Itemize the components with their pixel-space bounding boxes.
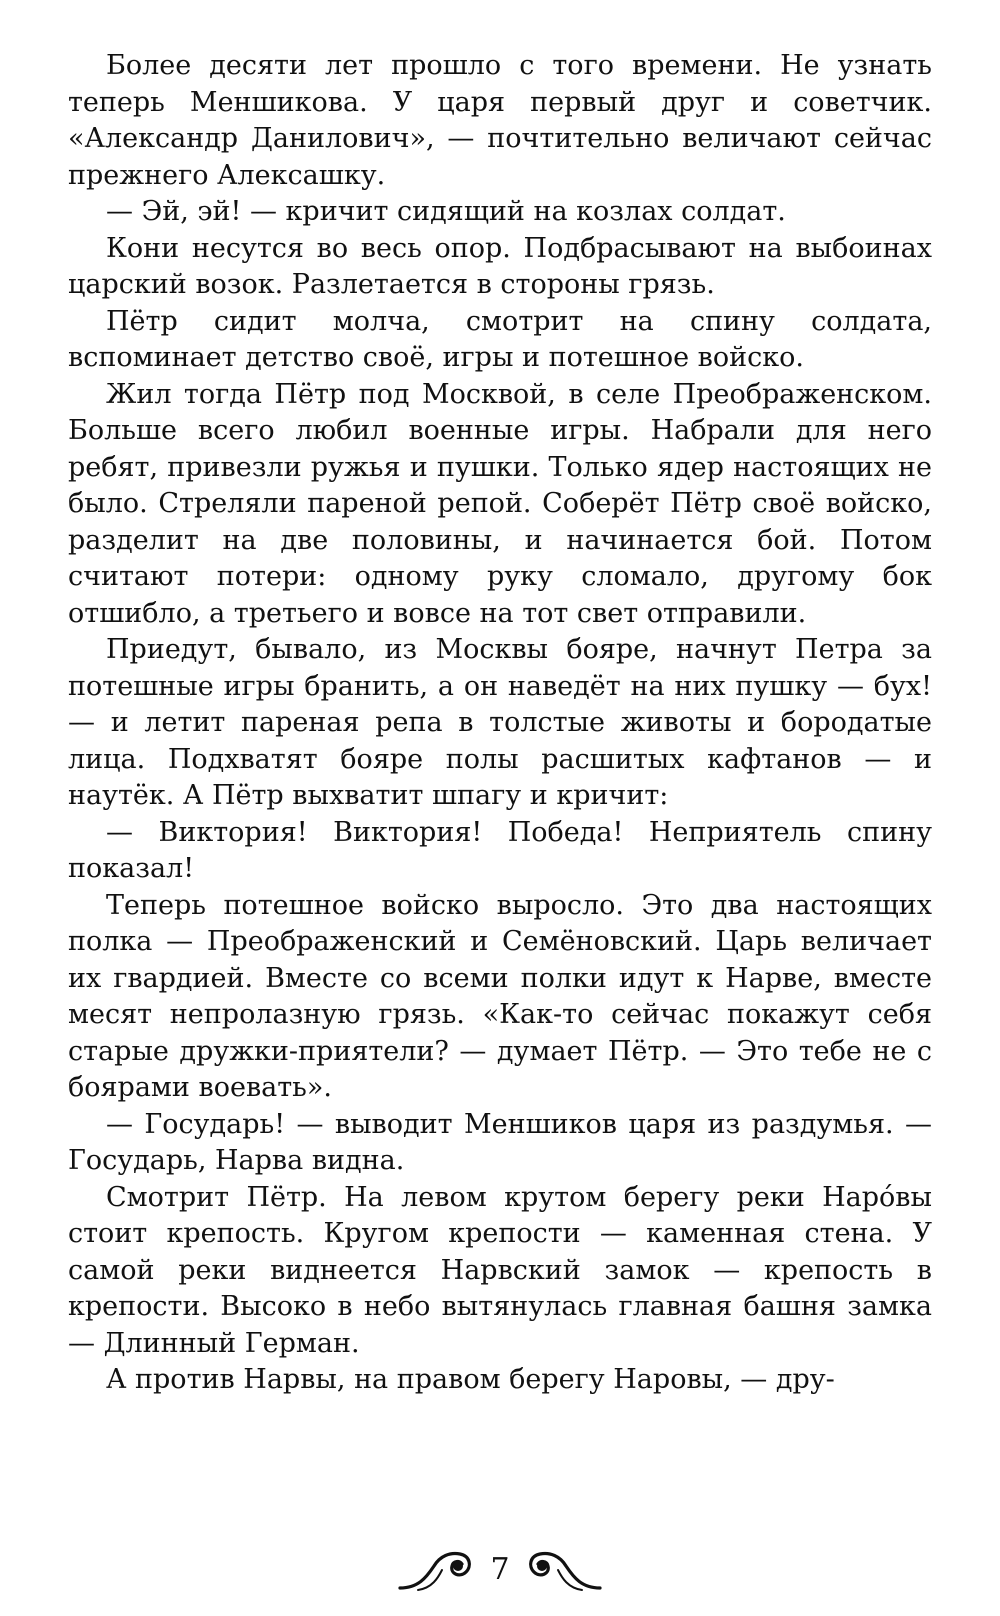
paragraph: Смотрит Пётр. На левом крутом берегу реки Наро́вы стоит крепость. Кругом крепости — каменная стена. У самой реки виднеется Нарвский замок — крепость в крепости. Высоко в небо вытянулась главная башня замка — Длинный Герман. [68, 1181, 932, 1359]
paragraph: — Государь! — выводит Меншиков царя из раздумья. — Государь, Нарва видна. [68, 1108, 932, 1176]
right-flourish-ornament [524, 1548, 602, 1592]
page-footer [0, 1548, 1000, 1592]
paragraph: Приедут, бывало, из Москвы бояре, начнут Петра за потешные игры бранить, а он наведёт на них пушку — бух! — и летит пареная репа в толстые животы и бородатые лица. Подхватят бояре полы расшитых кафтанов — и наутёк. А Пётр выхватит шпагу и кричит: [68, 634, 932, 811]
paragraph: Жил тогда Пётр под Москвой, в селе Преображенском. Больше всего любил военные игры. Набрали для него ребят, привезли ружья и пушки. Только ядер настоящих не было. Стреляли пареной репой. Соберёт Пётр своё войско, разделит на две половины, и начинается бой. Потом считают потери: одному руку сломало, другому бок отшибло, а третьего и вовсе на тот свет отправили. [68, 378, 932, 629]
paragraph: Теперь потешное войско выросло. Это два настоящих полка — Преображенский и Семёновский. Царь величает их гвардией. Вместе со всеми полки идут к Нарве, вместе месят непролазную грязь. «Как-то сейчас покажут себя старые дружки-приятели? — думает Пётр. — Это тебе не с боярами воевать». [68, 889, 932, 1103]
paragraph: Кони несутся во весь опор. Подбрасывают на выбоинах царский возок. Разлетается в стороны грязь. [68, 232, 932, 300]
paragraph: — Эй, эй! — кричит сидящий на козлах солдат. [106, 196, 786, 227]
left-flourish-ornament [398, 1548, 476, 1592]
page-number: 7 [490, 1552, 510, 1587]
paragraph: А против Нарвы, на правом берегу Наровы, — дру- [106, 1364, 835, 1395]
body-text [68, 48, 932, 1399]
paragraph: Пётр сидит молча, смотрит на спину солдата, вспоминает детство своё, игры и потешное войско. [68, 305, 932, 373]
paragraph: Более десяти лет прошло с того времени. Не узнать теперь Меншикова. У царя первый друг и советчик. «Александр Данилович», — почтительно величают сейчас прежнего Алексашку. [68, 50, 932, 191]
paragraph: — Виктория! Виктория! Победа! Неприятель спину показал! [68, 816, 932, 884]
